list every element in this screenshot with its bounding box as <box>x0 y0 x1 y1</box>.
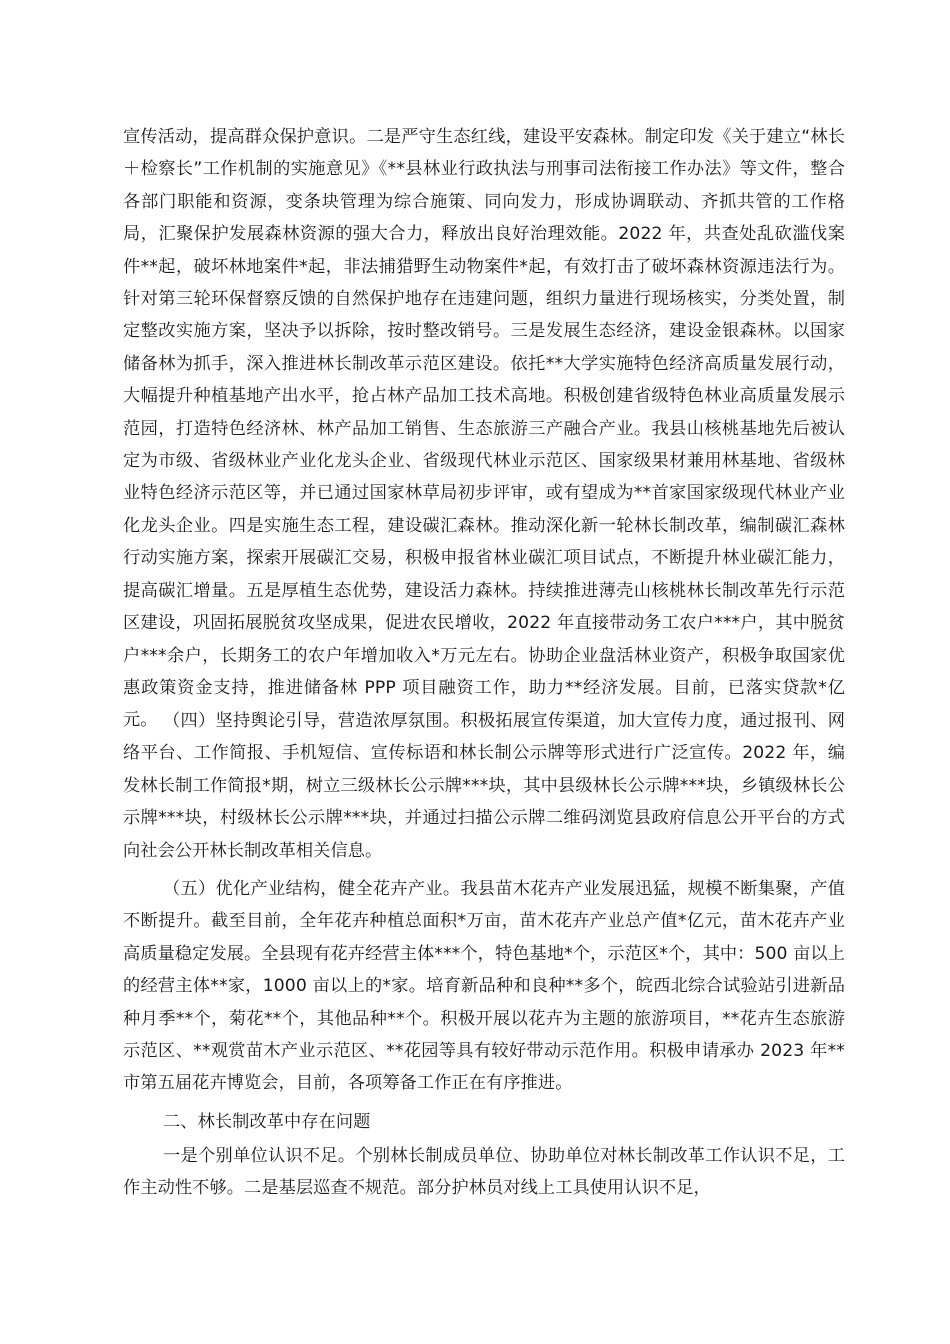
paragraph-ecological-measures: 宣传活动，提高群众保护意识。二是严守生态红线，建设平安森林。制定印发《关于建立“林长＋检察长”工作机制的实施意见》《**县林业行政执法与刑事司法衔接工作办法》等文件，整合各部门职能和资源，变条块管理为综合施策、同向发力，形成协调联动、齐抓共管的工作格局，汇聚保护发展森林资源的强大合力，释放出良好治理效能。2022 年，共查处乱砍滥伐案件**起，破坏林地案件*起，非法捕猎野生动物案件*起，有效打击了破坏森林资源违法行为。针对第三轮环保督察反馈的自然保护地存在违建问题，组织力量进行现场核实，分类处置，制定整改实施方案，坚决予以拆除，按时整改销号。三是发展生态经济，建设金银森林。以国家储备林为抓手，深入推进林长制改革示范区建设。依托**大学实施特色经济高质量发展行动，大幅提升种植基地产出水平，抢占林产品加工技术高地。积极创建省级特色林业高质量发展示范园，打造特色经济林、林产品加工销售、生态旅游三产融合产业。我县山核桃基地先后被认定为市级、省级林业产业化龙头企业、省级现代林业示范区、国家级果材兼用林基地、省级林业特色经济示范区等，并已通过国家林草局初步评审，或有望成为**首家国家级现代林业产业化龙头企业。四是实施生态工程，建设碳汇森林。推动深化新一轮林长制改革，编制碳汇森林行动实施方案，探索开展碳汇交易，积极申报省林业碳汇项目试点，不断提升林业碳汇能力，提高碳汇增量。五是厚植生态优势，建设活力森林。持续推进薄壳山核桃林长制改革先行示范区建设，巩固拓展脱贫攻坚成果，促进农民增收，2022 年直接带动务工农户***户，其中脱贫户***余户，长期务工的农户年增加收入*万元左右。协助企业盘活林业资产，积极争取国家优惠政策资金支持，推进储备林 PPP 项目融资工作，助力**经济发展。目前，已落实贷款*亿元。 <box>123 127 845 731</box>
paragraph-public-opinion: （四）坚持舆论引导，营造浓厚氛围。积极拓展宣传渠道，加大宣传力度，通过报刊、网络平台、工作简报、手机短信、宣传标语和林长制公示牌等形式进行广泛宣传。2022 年，编发林长制工作简报*期，树立三级林长公示牌***块，其中县级林长公示牌***块，乡镇级林长公示牌***块，村级林长公示牌***块，并通过扫描公示牌二维码浏览县政府信息公开平台的方式向社会公开林长制改革相关信息。 <box>123 711 845 861</box>
paragraph-flower-industry: （五）优化产业结构，健全花卉产业。我县苗木花卉产业发展迅猛，规模不断集聚，产值不断提升。截至目前，全年花卉种植总面积*万亩，苗木花卉产业总产值*亿元，苗木花卉产业高质量稳定发展。全县现有花卉经营主体***个，特色基地*个，示范区*个，其中：500 亩以上的经营主体**家，1000 亩以上的*家。培育新品种和良种**多个，皖西北综合试验站引进新品种月季**个，菊花**个，其他品种**个。积极开展以花卉为主题的旅游项目，**花卉生态旅游示范区、**观赏苗木产业示范区、**花园等具有较好带动示范作用。积极申请承办 2023 年**市第五届花卉博览会，目前，各项筹备工作正在有序推进。 <box>123 879 845 1094</box>
paragraph-problems: 一是个别单位认识不足。个别林长制成员单位、协助单位对林长制改革工作认识不足，工作主动性不够。二是基层巡查不规范。部分护林员对线上工具使用认识不足， <box>123 1146 845 1199</box>
section-heading-problems: 二、林长制改革中存在问题 <box>163 1112 371 1132</box>
